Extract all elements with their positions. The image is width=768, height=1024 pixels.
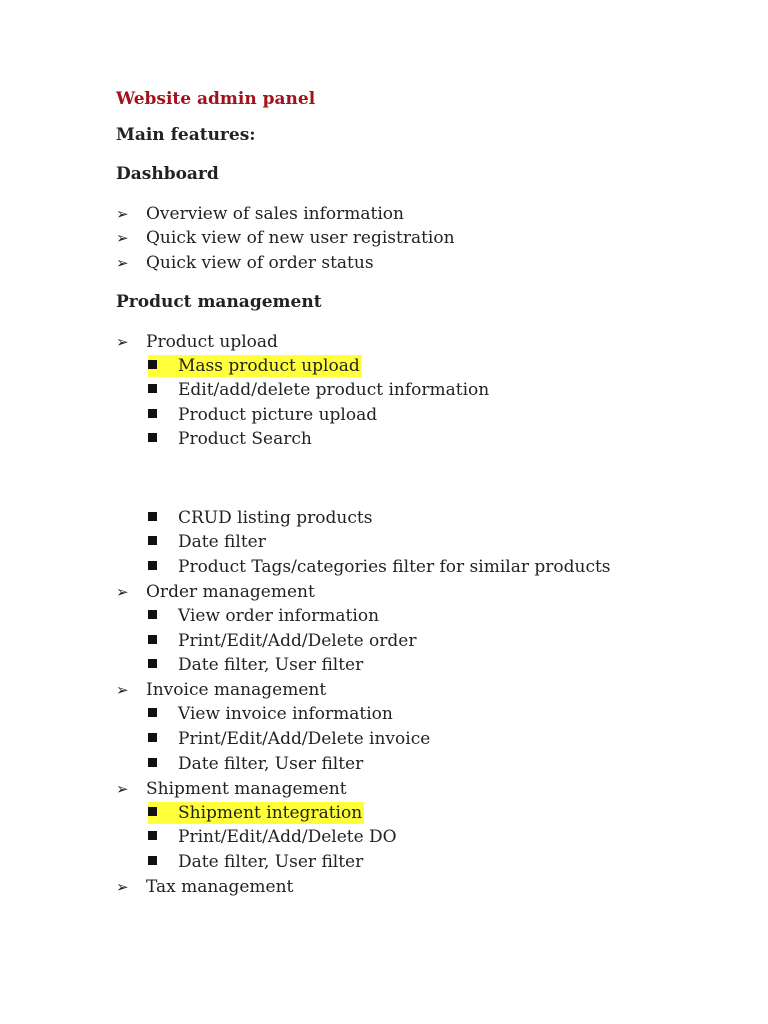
- sub-list-item-label: Product Tags/categories filter for similar products: [178, 557, 611, 577]
- square-bullet-icon: [148, 831, 157, 840]
- list-item: [116, 679, 326, 701]
- arrowhead-bullet-icon: ➢: [116, 878, 129, 896]
- list-item-label: Quick view of order status: [146, 253, 374, 273]
- sub-list-item-label: Date filter, User filter: [178, 754, 364, 774]
- arrowhead-bullet-icon: ➢: [116, 780, 129, 798]
- list-item-label: Tax management: [146, 877, 294, 897]
- sub-list-item: [148, 728, 430, 750]
- sub-list-item: [148, 556, 611, 578]
- section-heading-product-management: Product management: [116, 292, 322, 312]
- sub-list-item-label: Print/Edit/Add/Delete invoice: [178, 729, 431, 749]
- square-bullet-icon: [148, 856, 157, 865]
- sub-list-item-label: Date filter: [178, 532, 266, 552]
- square-bullet-icon: [148, 536, 157, 545]
- sub-list-item-label: Shipment integration: [178, 803, 363, 823]
- list-item: [116, 252, 374, 274]
- sub-list-item: [148, 753, 363, 775]
- sub-list-item: [148, 404, 377, 426]
- sub-list-item: [148, 630, 416, 652]
- square-bullet-icon: [148, 512, 157, 521]
- square-bullet-icon: [148, 384, 157, 393]
- sub-list-item: [148, 654, 363, 676]
- square-bullet-icon: [148, 807, 157, 816]
- list-item: [116, 581, 315, 603]
- sub-list-item-label: CRUD listing products: [178, 508, 373, 528]
- list-item-label: Order management: [146, 582, 315, 602]
- arrowhead-bullet-icon: ➢: [116, 333, 129, 351]
- sub-list-item-label: Date filter, User filter: [178, 655, 364, 675]
- sub-list-item: [148, 379, 489, 401]
- sub-list-item: [148, 605, 379, 627]
- list-item: [116, 876, 293, 898]
- square-bullet-icon: [148, 733, 157, 742]
- list-item-label: Product upload: [146, 332, 278, 352]
- sub-list-item: [148, 802, 364, 824]
- square-bullet-icon: [148, 561, 157, 570]
- list-item: [116, 227, 455, 249]
- arrowhead-bullet-icon: ➢: [116, 681, 129, 699]
- sub-list-item-label: Mass product upload: [178, 356, 360, 376]
- square-bullet-icon: [148, 610, 157, 619]
- sub-list-item: [148, 355, 362, 377]
- square-bullet-icon: [148, 659, 157, 668]
- sub-list-item: [148, 826, 397, 848]
- square-bullet-icon: [148, 433, 157, 442]
- sub-list-item: [148, 531, 266, 553]
- sub-list-item: [148, 428, 312, 450]
- sub-list-item-label: Edit/add/delete product information: [178, 380, 490, 400]
- arrowhead-bullet-icon: ➢: [116, 583, 129, 601]
- document-subtitle: Main features:: [116, 125, 256, 145]
- list-item-label: Overview of sales information: [146, 204, 404, 224]
- sub-list-item-label: View order information: [178, 606, 380, 626]
- sub-list-item-label: View invoice information: [178, 704, 393, 724]
- square-bullet-icon: [148, 708, 157, 717]
- arrowhead-bullet-icon: ➢: [116, 229, 129, 247]
- square-bullet-icon: [148, 360, 157, 369]
- sub-list-item: [148, 507, 372, 529]
- list-item: [116, 778, 347, 800]
- square-bullet-icon: [148, 635, 157, 644]
- sub-list-item: [148, 851, 363, 873]
- square-bullet-icon: [148, 758, 157, 767]
- sub-list-item-label: Print/Edit/Add/Delete order: [178, 631, 417, 651]
- sub-list-item-label: Print/Edit/Add/Delete DO: [178, 827, 397, 847]
- sub-list-item-label: Date filter, User filter: [178, 852, 364, 872]
- sub-list-item-label: Product Search: [178, 429, 312, 449]
- sub-list-item-label: Product picture upload: [178, 405, 378, 425]
- document-title: Website admin panel: [116, 89, 316, 109]
- sub-list-item: [148, 703, 393, 725]
- list-item-label: Shipment management: [146, 779, 347, 799]
- square-bullet-icon: [148, 409, 157, 418]
- list-item: [116, 203, 404, 225]
- section-heading-dashboard: Dashboard: [116, 164, 219, 184]
- arrowhead-bullet-icon: ➢: [116, 254, 129, 272]
- list-item-label: Quick view of new user registration: [146, 228, 455, 248]
- arrowhead-bullet-icon: ➢: [116, 205, 129, 223]
- list-item-label: Invoice management: [146, 680, 327, 700]
- list-item: [116, 331, 278, 353]
